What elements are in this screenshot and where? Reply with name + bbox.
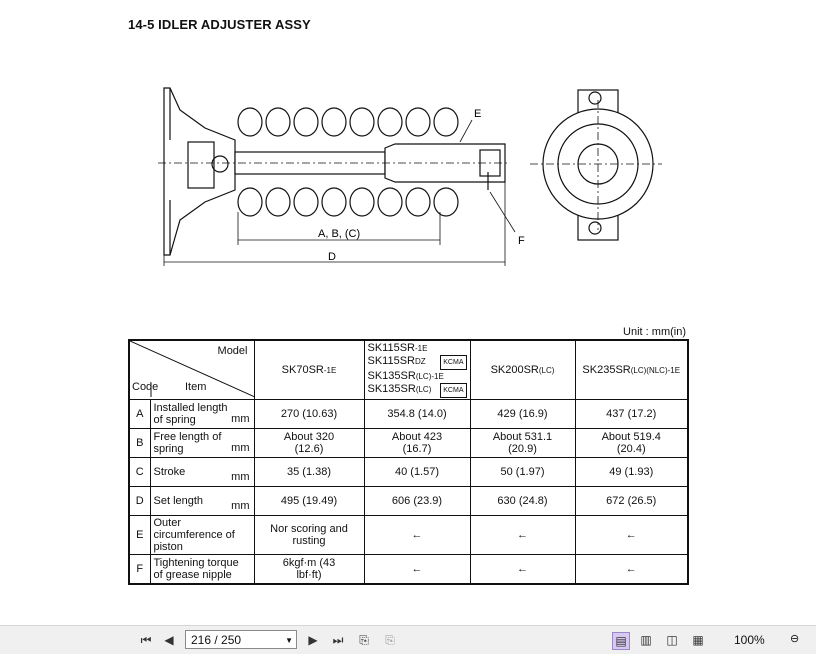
row-item: Set length mm [150,487,254,516]
model-header-3: SK200SR(LC) [470,340,575,400]
row-value: 35 (1.38) [254,458,364,487]
header-code-label: Code [132,381,159,393]
row-value: 437 (17.2) [575,400,688,429]
zoom-level[interactable]: 100% [734,633,765,647]
last-page-icon[interactable]: ⏭ [332,632,344,647]
page-number-input[interactable]: 216 / 250 ▼ [185,630,297,649]
row-value: About 423 (16.7) [364,429,470,458]
row-value: 270 (10.63) [254,400,364,429]
kcma-badge: KCMA [440,383,466,398]
table-header-row [129,340,688,400]
row-value: 672 (26.5) [575,487,688,516]
model-header-2: SK115SR-1E SK115SRDZ KCMA SK135SR(LC)-1E SK135SR(LC) KCMA [364,340,470,400]
row-value: ← [364,516,470,555]
row-item: Stroke mm [150,458,254,487]
continuous-icon[interactable]: ▥ [640,633,652,647]
label-e: E [474,108,482,120]
kcma-badge: KCMA [440,355,466,370]
row-value: 495 (19.49) [254,487,364,516]
table-row [129,458,688,487]
model-header-4: SK235SR(LC)(NLC)-1E [575,340,688,400]
header-model-label: Model [217,345,248,357]
header-item-label: Item [185,381,207,393]
row-value: 354.8 (14.0) [364,400,470,429]
row-value: ← [470,516,575,555]
row-value: 50 (1.97) [470,458,575,487]
row-value: 606 (23.9) [364,487,470,516]
idler-adjuster-drawing [150,80,690,270]
facing-icon[interactable]: ◫ [666,633,678,647]
model-header-1: SK70SR-1E [254,340,364,400]
row-value: About 519.4 (20.4) [575,429,688,458]
row-value: ← [575,555,688,584]
row-value: About 320 (12.6) [254,429,364,458]
row-value: 6kgf·m (43 lbf·ft) [254,555,364,584]
first-page-icon[interactable]: ⏮ [140,632,152,647]
row-value: 429 (16.9) [470,400,575,429]
unit-note: Unit : mm(in) [623,326,686,338]
table-row [129,516,688,555]
row-code: D [129,487,150,516]
zoom-dropdown-icon[interactable]: ⊖ [790,633,800,645]
header-diagonal-cell [129,340,254,400]
row-item: Free length of spring mm [150,429,254,458]
label-f: F [518,235,525,247]
row-value: ← [575,516,688,555]
label-d: D [328,251,336,263]
forward-view-icon[interactable]: ⎘ [385,632,395,647]
row-item: Installed length of spring mm [150,400,254,429]
row-value: 40 (1.57) [364,458,470,487]
row-value: 49 (1.93) [575,458,688,487]
table-row [129,555,688,584]
prev-page-icon[interactable]: ◀ [164,633,174,647]
chevron-down-icon: ▼ [285,636,293,645]
row-code: F [129,555,150,584]
row-value: Nor scoring and rusting [254,516,364,555]
row-code: C [129,458,150,487]
table-row [129,487,688,516]
row-value: 630 (24.8) [470,487,575,516]
row-value: About 531.1 (20.9) [470,429,575,458]
row-item: Outer circumference of piston [150,516,254,555]
spec-table [128,339,689,585]
row-code: E [129,516,150,555]
row-value: ← [470,555,575,584]
label-abc: A, B, (C) [318,228,361,240]
viewer-toolbar [0,625,816,654]
next-page-icon[interactable]: ▶ [308,633,318,647]
row-value: ← [364,555,470,584]
back-view-icon[interactable]: ⎘ [359,632,369,647]
row-code: A [129,400,150,429]
row-code: B [129,429,150,458]
continuous-facing-icon[interactable]: ▦ [692,633,704,647]
table-row [129,429,688,458]
single-page-icon[interactable]: ▤ [612,632,630,650]
table-row [129,400,688,429]
section-title: 14-5 IDLER ADJUSTER ASSY [128,17,311,32]
row-item: Tightening torque of grease nipple [150,555,254,584]
